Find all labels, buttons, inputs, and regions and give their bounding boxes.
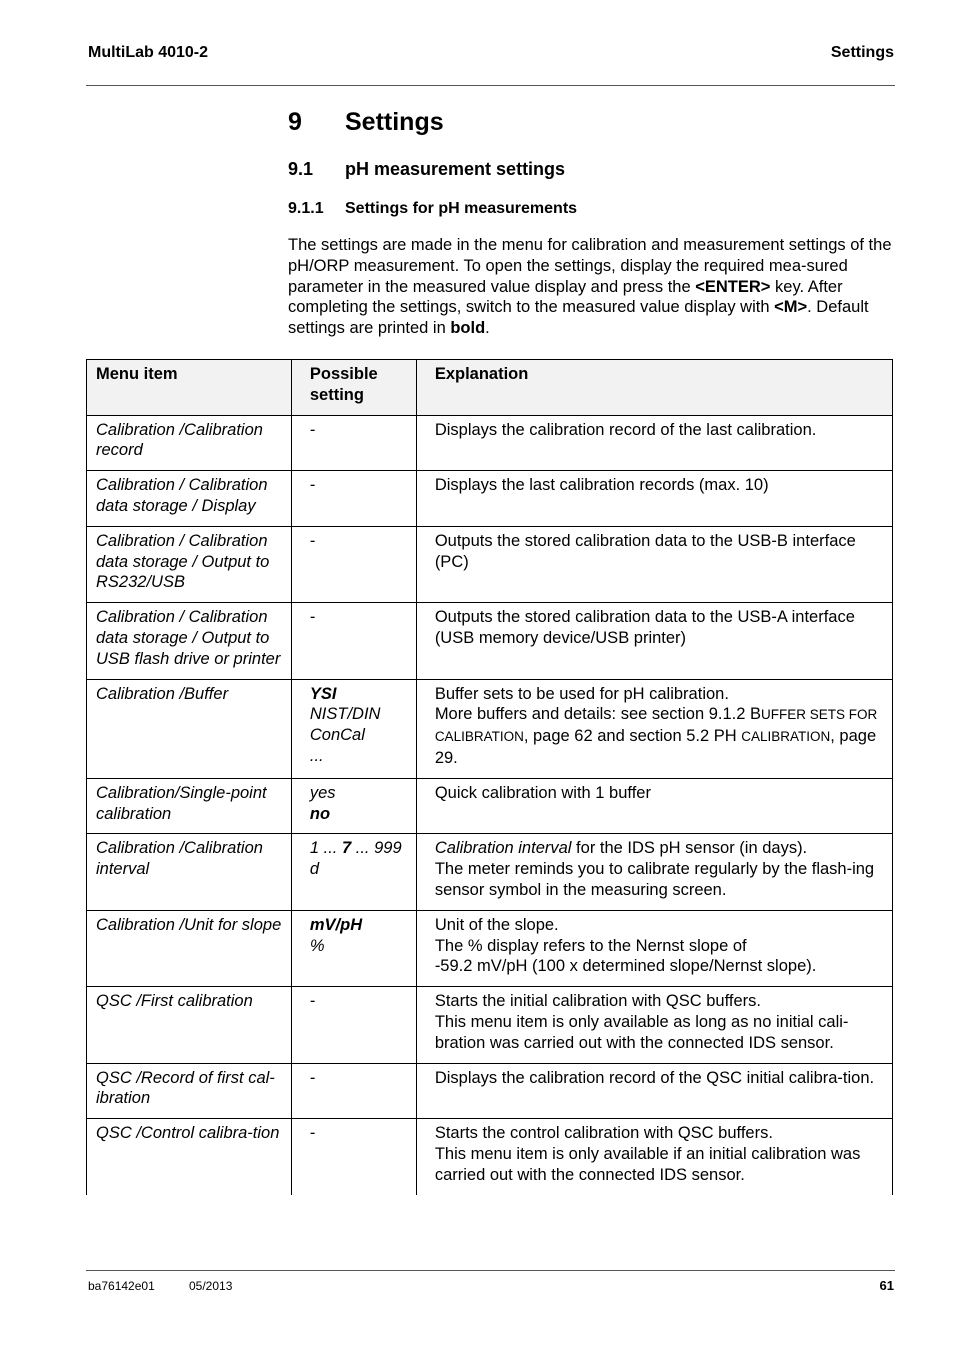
menu-item-cell: QSC /Record of first cal-ibration: [87, 1063, 292, 1119]
intro-text: key. After completing the settings, switch to the measured value display with: [288, 277, 843, 317]
setting-cell: -: [291, 471, 416, 527]
setting-cell: [291, 910, 416, 986]
menu-item-cell: Calibration /Calibration record: [87, 415, 292, 471]
setting-cell: -: [291, 415, 416, 471]
explanation-cell: Displays the last calibration records (max. 10): [416, 471, 892, 527]
reference-smallcaps: CALIBRATION: [741, 729, 831, 745]
footer-doc-id: ba76142e01: [88, 1279, 155, 1293]
explanation-line: Starts the initial calibration with QSC buffers.: [434, 992, 761, 1011]
header-rule: [86, 85, 895, 86]
table-row: [87, 987, 893, 1063]
column-header-possible-setting: Possible setting: [291, 360, 416, 416]
explanation-cell: Displays the calibration record of the last calibration.: [416, 415, 892, 471]
setting-option: ...: [309, 746, 324, 765]
explanation-line: Starts the control calibration with QSC buffers.: [434, 1124, 773, 1143]
default-setting: YSI: [309, 684, 337, 703]
setting-cell: -: [291, 603, 416, 679]
menu-item-cell: Calibration / Calibration data storage / Display: [87, 471, 292, 527]
section-number: 9.1: [288, 159, 314, 179]
menu-item-cell: Calibration / Calibration data storage / Output to USB flash drive or printer: [87, 603, 292, 679]
intro-paragraph: [288, 235, 894, 339]
explanation-text: for the IDS pH sensor (in days).: [571, 839, 808, 858]
setting-cell: [291, 834, 416, 910]
default-setting: no: [309, 804, 331, 823]
explanation-cell: [416, 910, 892, 986]
explanation-cell: [416, 987, 892, 1063]
default-setting: mV/pH: [309, 915, 363, 934]
menu-item-cell: Calibration / Calibration data storage / Output to RS232/USB: [87, 526, 292, 602]
explanation-cell: Outputs the stored calibration data to the USB-A interface (USB memory device/USB printer): [416, 603, 892, 679]
setting-option: %: [309, 936, 325, 955]
setting-range-end: ... 999 d: [309, 839, 402, 879]
intro-text: The settings are made in the menu for calibration and measurement settings of the pH/ORP measurement. To open the settings, display the required mea-sured parameter in the measured value display and press the: [288, 236, 892, 296]
setting-option: yes: [309, 783, 336, 802]
table-row: [87, 1063, 893, 1119]
menu-item-cell: Calibration /Calibration interval: [87, 834, 292, 910]
table-row: [87, 1119, 893, 1195]
explanation-cell: [416, 834, 892, 910]
footer-date: 05/2013: [189, 1279, 233, 1293]
setting-option: NIST/DIN: [309, 705, 381, 724]
reference-text: More buffers and details: see section 9.1.2 B: [434, 705, 762, 724]
table-row: [87, 910, 893, 986]
menu-item-cell: Calibration/Single-point calibration: [87, 778, 292, 834]
footer-rule: [86, 1270, 895, 1271]
setting-cell: -: [291, 1063, 416, 1119]
explanation-line: Unit of the slope.: [434, 915, 559, 934]
setting-range-start: 1 ...: [309, 839, 342, 858]
intro-text: . Default settings are printed in: [288, 298, 869, 338]
explanation-term: Calibration interval: [434, 839, 572, 858]
menu-item-cell: Calibration /Unit for slope: [87, 910, 292, 986]
intro-text: .: [485, 319, 490, 338]
subsection-heading: [288, 200, 577, 218]
table-row: [87, 834, 893, 910]
table-row: [87, 603, 893, 679]
explanation-line: -59.2 mV/pH (100 x determined slope/Nernst slope).: [434, 957, 817, 976]
explanation-cell: Outputs the stored calibration data to the USB-B interface (PC): [416, 526, 892, 602]
subsection-number: 9.1.1: [288, 200, 324, 217]
setting-option: ConCal: [309, 726, 365, 745]
running-header-product: MultiLab 4010-2: [88, 44, 209, 61]
section-title: pH measurement settings: [345, 159, 566, 179]
table-row: [87, 415, 893, 471]
setting-cell: [291, 679, 416, 778]
table-row: [87, 526, 893, 602]
explanation-cell: Displays the calibration record of the QSC initial calibra-tion.: [416, 1063, 892, 1119]
explanation-line: [435, 838, 883, 859]
default-setting: 7: [341, 839, 352, 858]
reference-smallcaps: UFFER SETS FOR CALIBRATION: [434, 707, 878, 745]
chapter-number: 9: [288, 108, 302, 136]
running-header-section: Settings: [830, 44, 894, 61]
explanation-cell: [416, 679, 892, 778]
enter-key-label: <ENTER>: [695, 277, 771, 296]
bold-word: bold: [450, 319, 486, 338]
column-header-menu-item: Menu item: [87, 360, 292, 416]
section-heading: [288, 159, 565, 180]
subsection-title: Settings for pH measurements: [345, 200, 578, 217]
reference-text: , page 62 and section 5.2 PH: [523, 727, 742, 746]
chapter-title: Settings: [345, 108, 444, 136]
explanation-line: This menu item is only available if an initial calibration was carried out with the connected IDS sensor.: [434, 1144, 861, 1184]
menu-item-cell: QSC /First calibration: [87, 987, 292, 1063]
explanation-cell: [416, 1119, 892, 1195]
table-header-row: [87, 360, 893, 416]
settings-table: [86, 359, 893, 1195]
explanation-line: The meter reminds you to calibrate regularly by the flash-ing sensor symbol in the measuring screen.: [434, 860, 875, 899]
table-row: [87, 471, 893, 527]
m-key-label: <M>: [774, 298, 808, 317]
explanation-reference: [435, 704, 883, 768]
menu-item-cell: Calibration /Buffer: [87, 679, 292, 778]
column-header-explanation: Explanation: [416, 360, 892, 416]
reference-text: , page 29.: [434, 727, 877, 767]
page-number: 61: [879, 1278, 894, 1293]
table-row: [87, 778, 893, 834]
explanation-line: This menu item is only available as long as no initial cali-bration was carried out with the connected IDS sensor.: [434, 1012, 849, 1052]
table-row: [87, 679, 893, 778]
explanation-cell: Quick calibration with 1 buffer: [416, 778, 892, 834]
setting-cell: -: [291, 987, 416, 1063]
setting-cell: [291, 778, 416, 834]
setting-cell: -: [291, 1119, 416, 1195]
setting-cell: -: [291, 526, 416, 602]
explanation-line: Buffer sets to be used for pH calibration.: [434, 684, 729, 703]
explanation-line: The % display refers to the Nernst slope of: [434, 936, 747, 955]
chapter-heading: [288, 108, 444, 137]
menu-item-cell: QSC /Control calibra-tion: [87, 1119, 292, 1195]
